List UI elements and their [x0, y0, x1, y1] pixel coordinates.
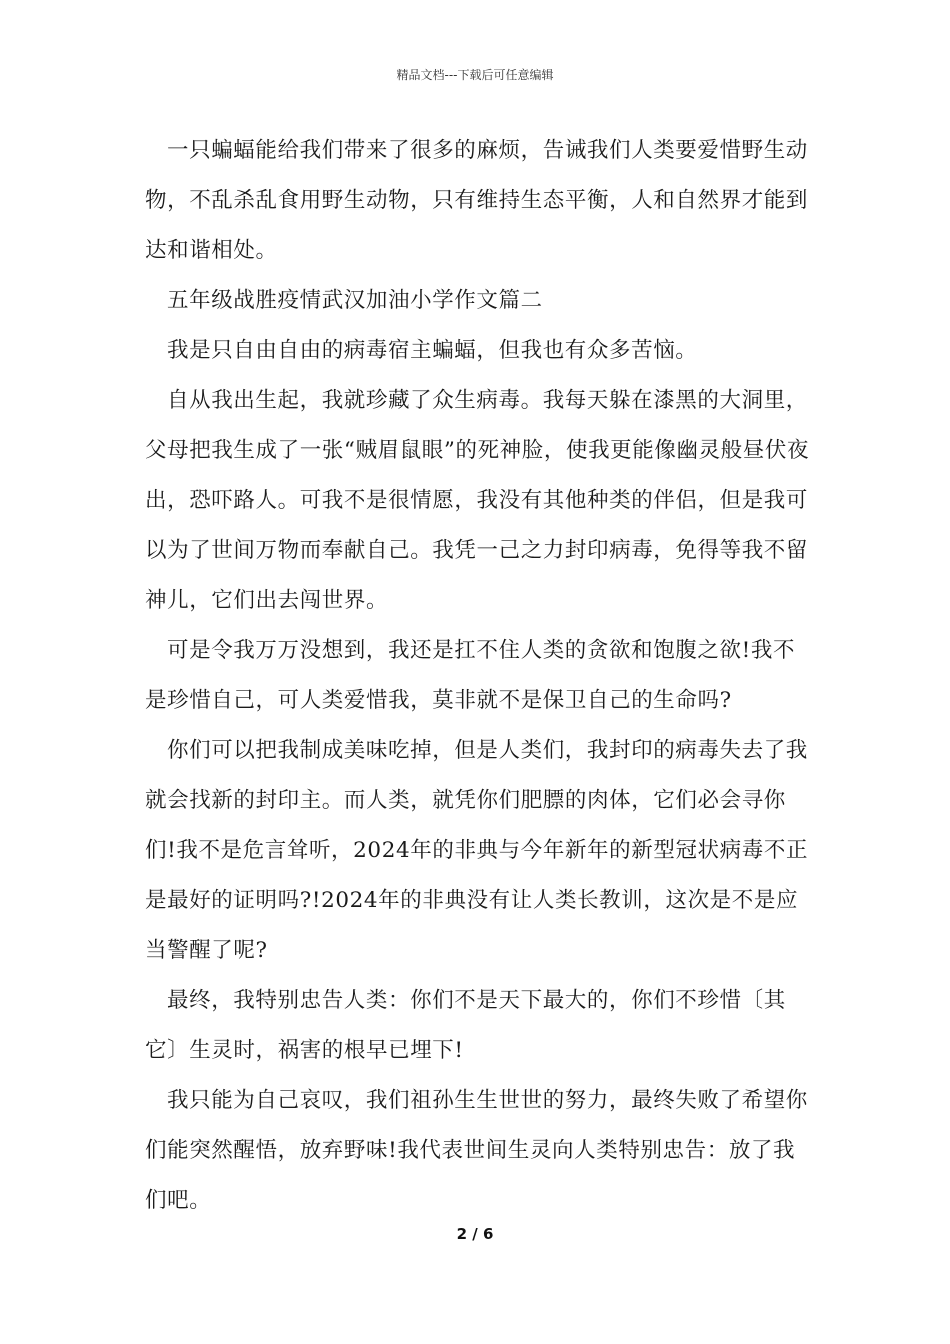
page-number: 2 / 6: [456, 1225, 494, 1243]
section-title: 五年级战胜疫情武汉加油小学作文篇二: [167, 288, 543, 313]
document-body: [145, 126, 810, 1226]
paragraph-7: 我只能为自己哀叹，我们祖孙生生世世的努力，最终失败了希望你们能突然醒悟，放弃野味!我代表世间生灵向人类特别忠告：放了我们吧。: [145, 1088, 808, 1213]
page-header: 精品文档---下载后可任意编辑: [396, 68, 554, 82]
paragraph-2: 我是只自由自由的病毒宿主蝙蝠，但我也有众多苦恼。: [167, 338, 698, 363]
paragraph-4: 可是令我万万没想到，我还是扛不住人类的贪欲和饱腹之欲!我不是珍惜自己，可人类爱惜我，莫非就不是保卫自己的生命吗?: [145, 638, 796, 713]
paragraph-5: 你们可以把我制成美味吃掉，但是人类们，我封印的病毒失去了我就会找新的封印主。而人类，就凭你们肥膘的肉体，它们必会寻你们!我不是危言耸听，2024年的非典与今年新年的新型冠状病毒不正是最好的证明吗?!2024年的非典没有让人类长教训，这次是不是应当警醒了呢?: [145, 738, 809, 963]
paragraph-1: 一只蝙蝠能给我们带来了很多的麻烦，告诫我们人类要爱惜野生动物，不乱杀乱食用野生动物，只有维持生态平衡，人和自然界才能到达和谐相处。: [145, 138, 809, 263]
paragraph-6: 最终，我特别忠告人类：你们不是天下最大的，你们不珍惜〔其它〕生灵时，祸害的根早已埋下!: [145, 988, 786, 1063]
paragraph-3: 自从我出生起，我就珍藏了众生病毒。我每天躲在漆黑的大洞里，父母把我生成了一张“贼眉鼠眼”的死神脸，使我更能像幽灵般昼伏夜出，恐吓路人。可我不是很情愿，我没有其他种类的伴侣，但是我可以为了世间万物而奉献自己。我凭一己之力封印病毒，免得等我不留神儿，它们出去闯世界。: [145, 388, 810, 613]
